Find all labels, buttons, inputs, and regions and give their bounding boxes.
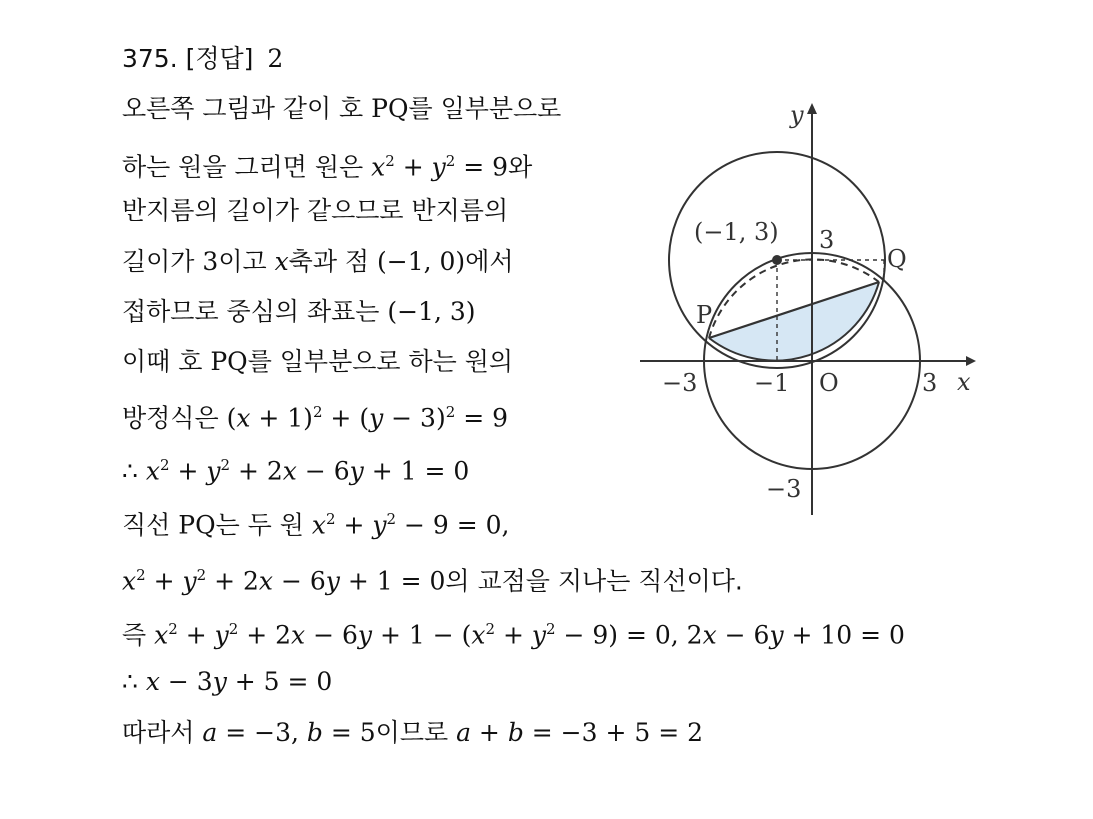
point-p-label: P: [696, 301, 713, 329]
solution-line: 길이가 3이고 x축과 점 (−1, 0)에서: [122, 247, 514, 276]
tick-x-neg1: −1: [754, 369, 790, 397]
solution-line: 하는 원을 그리면 원은 $x^2 + y^2 = 9$와: [122, 152, 533, 182]
axis-label-x: x: [957, 368, 971, 396]
circle-figure: [632, 95, 992, 525]
solution-line: ∴ x − 3y + 5 = 0: [122, 667, 333, 696]
y-axis-arrow: [807, 103, 817, 114]
tick-y-neg3: −3: [766, 475, 802, 503]
solution-line: 이때 호 PQ를 일부분으로 하는 원의: [122, 347, 514, 376]
tick-y-3: 3: [819, 226, 835, 254]
answer-header: [122, 42, 283, 76]
x-axis-arrow: [966, 356, 976, 366]
tick-x-neg3: −3: [662, 369, 698, 397]
solution-line: 반지름의 길이가 같으므로 반지름의: [122, 196, 509, 225]
solution-line: 오른쪽 그림과 같이 호 PQ를 일부분으로: [122, 94, 562, 123]
solution-line: $x^2 + y^2 + 2x - 6y + 1 = 0$의 교점을 지나는 직선이다.: [122, 566, 743, 596]
axis-label-y: y: [790, 101, 804, 129]
answer-value: 2: [267, 44, 284, 73]
tick-x-3: 3: [922, 369, 938, 397]
point-q-label: Q: [887, 245, 907, 273]
center-label: (−1, 3): [694, 218, 779, 246]
solution-line: 방정식은 $(x + 1)^2 + (y - 3)^2 = 9$: [122, 403, 509, 433]
solution-line: 직선 PQ는 두 원 $x^2 + y^2 - 9 = 0$,: [122, 510, 510, 540]
solution-line: 따라서 a = −3, b = 5이므로 a + b = −3 + 5 = 2: [122, 718, 704, 747]
origin-label: O: [819, 369, 839, 397]
solution-line: 접하므로 중심의 좌표는 (−1, 3): [122, 297, 476, 326]
solution-line: 즉 $x^2 + y^2 + 2x - 6y + 1 - (x^2 + y^2 - 9) = 0$, 2x − 6y + 10 = 0: [122, 620, 905, 650]
solution-line: ∴ $x^2 + y^2 + 2x - 6y + 1 = 0$: [122, 456, 470, 486]
problem-number: 375. [정답]: [122, 44, 254, 73]
